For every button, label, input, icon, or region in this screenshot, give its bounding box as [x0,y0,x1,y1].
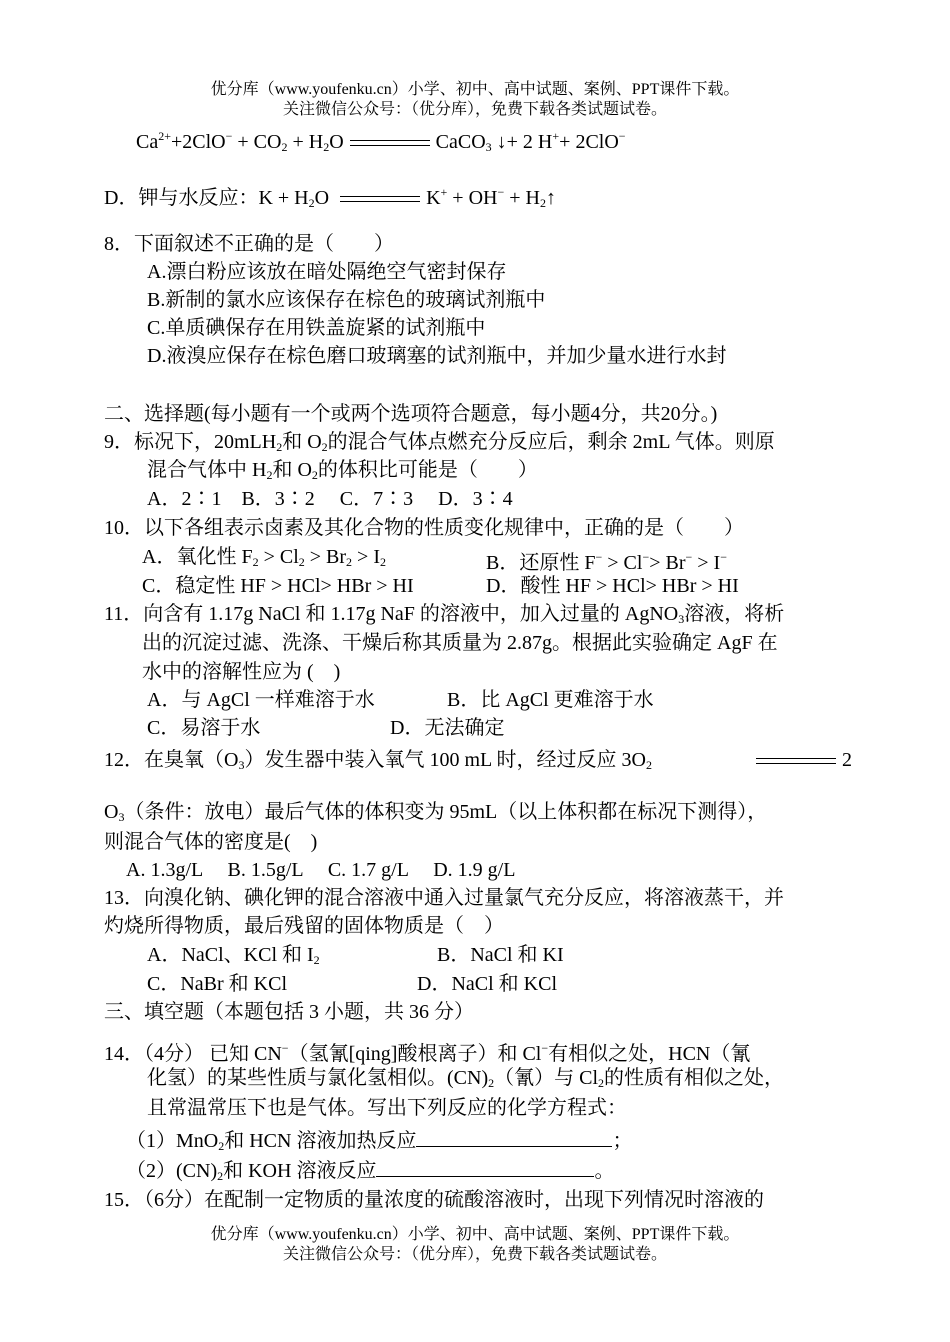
question-10-stem: 10．以下各组表示卤素及其化合物的性质变化规律中，正确的是（ ） [104,517,744,539]
question-11-line-3: 水中的溶解性应为 ( ) [142,661,341,683]
question-9-line-1: 9．标况下，20mLH$_2$和 $O_2$的混合气体点燃充分反应后，剩余 2mL 气体。则原 [104,431,775,454]
header-line-1: 优分库（www.youfenku.cn）小学、初中、高中试题、案例、PPT课件下载。 [210,81,740,98]
option-7d: D．钾与水反应：$K + H_2O$ $K^+ + OH^- + H_2↑$ [104,185,556,210]
question-10-option-a: A．氧化性 $F_2 > Cl_2 > Br_2 > I_2$ [142,546,386,569]
question-14-part-1: （1）MnO$_2$和 HCN 溶液加热反应 ； [126,1126,632,1160]
question-8-option-b: B.新制的氯水应该保存在棕色的玻璃试剂瓶中 [147,289,546,311]
question-14-line-1: 14．（4分） 已知 CN−（氢氰[qing]酸根离子）和 Cl−有相似之处，HCN（氰 [104,1041,751,1065]
question-10-option-b: B．还原性 F− > Cl−> Br− > I− [486,550,728,574]
question-12-line-1: 12．在臭氧$(O_3)$发生器中装入氧气 100 mL 时，经过反应 $3O_2$ [104,749,652,772]
question-11-option-c: C．易溶于水 [147,717,261,739]
question-9-options: A．2∶1 B．3∶2 C．7∶3 D．3∶4 [147,488,513,510]
question-12-equation-tail: 2 [750,746,852,774]
question-10-option-c: C．稳定性 HF > HCl> HBr > HI [142,575,414,597]
footer-line-2: 关注微信公众号：（优分库），免费下载各类试题试卷。 [282,1246,667,1263]
question-13-option-d: D．NaCl 和 KCl [417,973,557,995]
question-11-option-a: A．与 AgCl 一样难溶于水 [147,689,375,711]
question-11-line-1: 11．向含有 1.17g NaCl 和 1.17g NaF 的溶液中，加入过量的 AgNO$_3$溶液，将析 [104,603,785,626]
footer-line-1: 优分库（www.youfenku.cn）小学、初中、高中试题、案例、PPT课件下载。 [210,1226,740,1243]
question-10-option-d: D．酸性 HF > HCl> HBr > HI [486,575,739,597]
question-14-line-3: 且常温常压下也是气体。写出下列反应的化学方程式： [147,1097,627,1119]
question-12-options: A. 1.3g/L B. 1.5g/L C. 1.7 g/L D. 1.9 g/L [126,859,516,881]
section-3-title: 三、填空题（本题包括 3 小题，共 36 分） [104,1001,474,1023]
question-14-part-2: $(2)(CN)_2$和 KOH 溶液反应 。 [126,1156,614,1190]
question-11-line-2: 出的沉淀过滤、洗涤、干燥后称其质量为 2.87g。根据此实验确定 AgF 在 [142,632,778,654]
question-11-option-b: B．比 AgCl 更难溶于水 [447,689,654,711]
header-line-2: 关注微信公众号：（优分库），免费下载各类试题试卷。 [282,101,667,118]
question-8-option-c: C.单质碘保存在用铁盖旋紧的试剂瓶中 [147,317,486,339]
answer-blank-2[interactable] [376,1156,594,1177]
question-13-option-a: A．NaCl、KCl 和 $I_2$ [147,944,320,967]
question-12-line-2: $O_3$（条件：放电）最后气体的体积变为 95mL（以上体积都在标况下测得）， [104,801,768,824]
question-15-line-1: 15．（6分）在配制一定物质的量浓度的硫酸溶液时，出现下列情况时溶液的 [104,1189,764,1211]
question-9-line-2: 混合气体中 $H_2$和 $O_2$的体积比可能是（ ） [147,459,538,482]
question-11-option-d: D．无法确定 [390,717,505,739]
question-14-line-2: 化氢）的某些性质与氯化氢相似。$(CN)_2$（氰）与 $Cl_2$的性质有相似之处， [147,1067,785,1090]
section-2-title: 二、选择题(每小题有一个或两个选项符合题意，每小题4分，共20分。) [104,403,718,425]
question-13-option-c: C．NaBr 和 KCl [147,973,287,995]
question-8-option-a: A.漂白粉应该放在暗处隔绝空气密封保存 [147,261,507,283]
answer-blank-1[interactable] [416,1126,612,1147]
question-8-option-d: D.液溴应保存在棕色磨口玻璃塞的试剂瓶中，并加少量水进行水封 [147,345,727,367]
question-12-line-3: 则混合气体的密度是( ) [104,831,318,853]
question-8-stem: 8．下面叙述不正确的是（ ） [104,233,394,255]
question-13-line-1: 13．向溴化钠、碘化钾的混合溶液中通入过量氯气充分反应，将溶液蒸干，并 [104,887,784,909]
question-13-option-b: B．NaCl 和 KI [437,944,564,966]
equation-c-continued: $Ca^{2+}+2ClO^- + CO_2 + H_2O$ CaCO$_3$ ↓+ 2 H++ 2ClO− [136,129,626,154]
question-13-line-2: 灼烧所得物质，最后残留的固体物质是（ ） [104,915,504,937]
